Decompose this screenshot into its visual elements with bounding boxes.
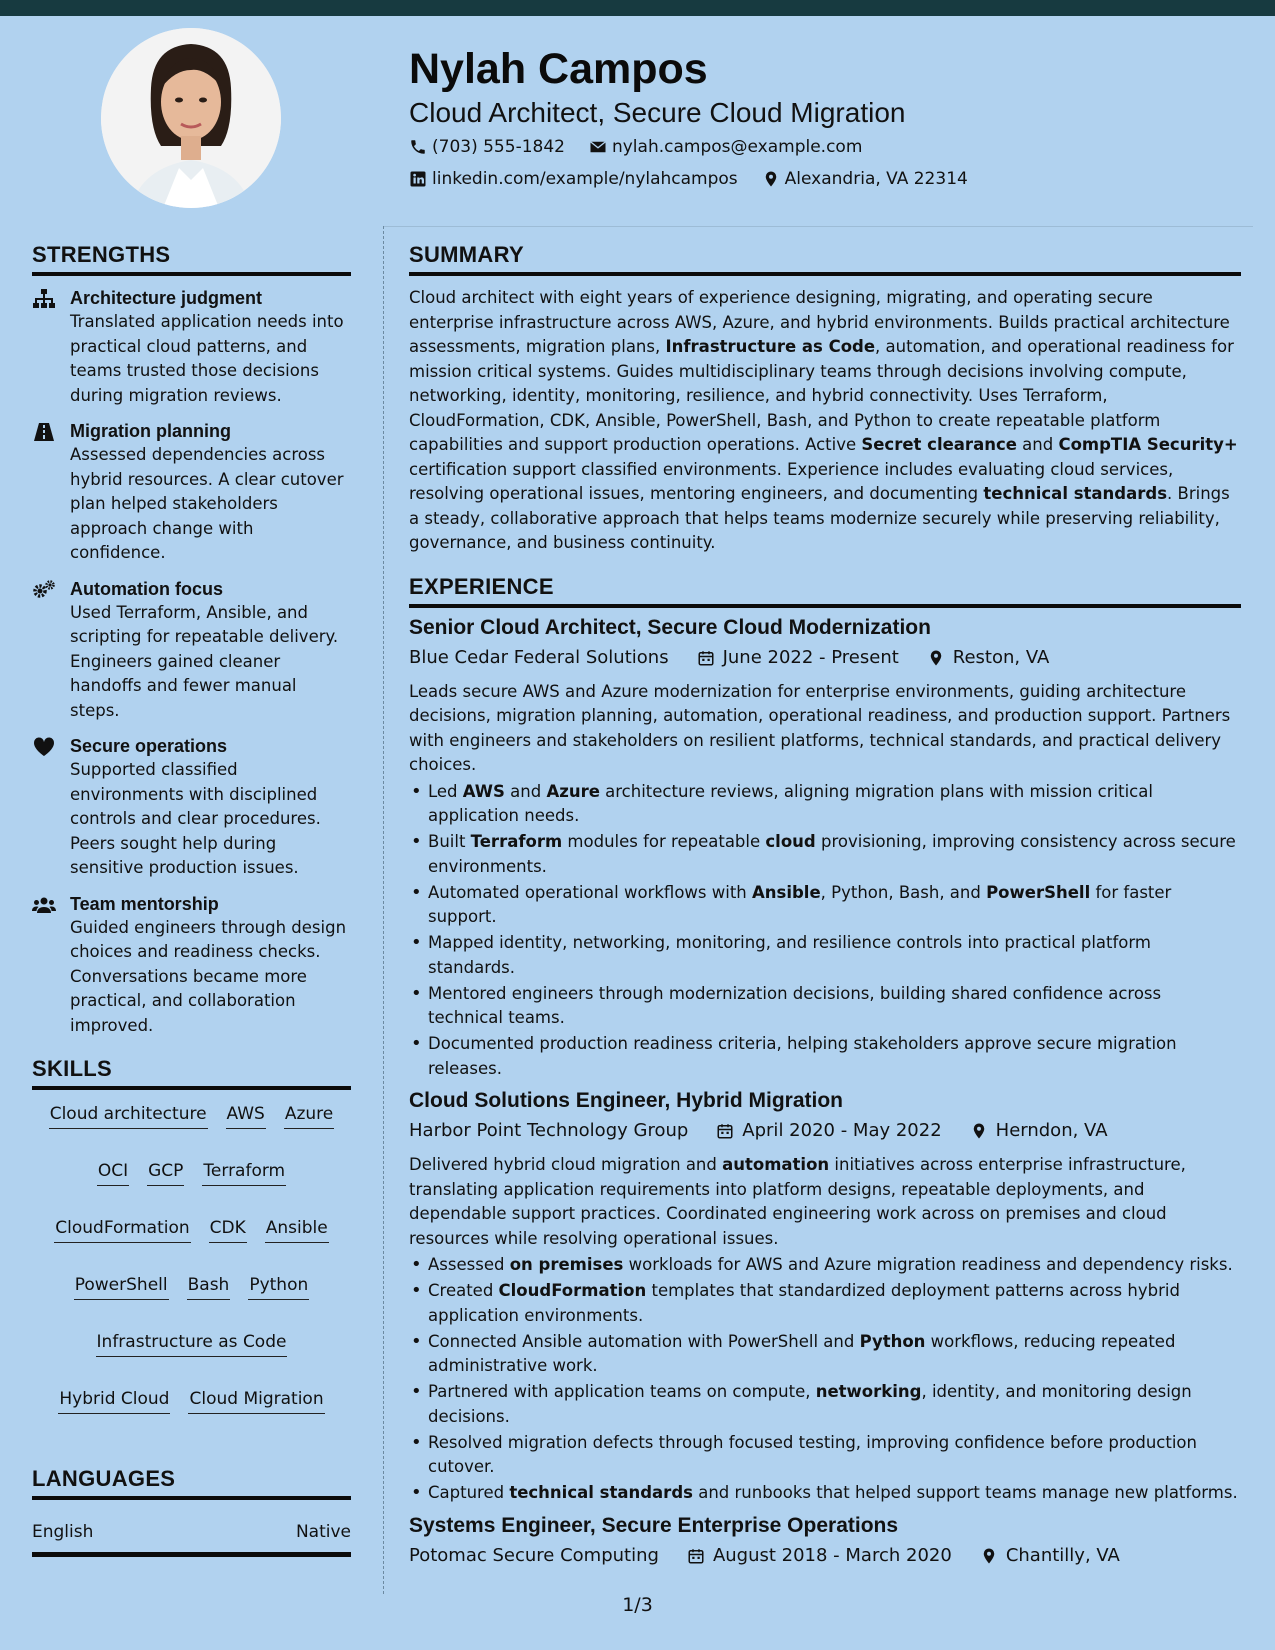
road-icon xyxy=(32,421,56,443)
text-run: modules for repeatable xyxy=(562,832,766,851)
skill-tag: Cloud architecture xyxy=(49,1100,208,1129)
text-run: Mentored engineers through modernization decisions, building shared confidence across technical teams. xyxy=(428,983,1162,1027)
linkedin-text[interactable]: linkedin.com/example/nylahcampos xyxy=(432,169,738,189)
skill-tag: Azure xyxy=(284,1100,334,1129)
text-run: Mapped identity, networking, monitoring, and resilience controls into practical platform standards. xyxy=(428,933,1151,977)
phone-icon xyxy=(409,138,427,156)
resume-header xyxy=(409,42,1249,195)
job-title: Systems Engineer, Secure Enterprise Operations xyxy=(409,1513,899,1537)
skill-tag: CDK xyxy=(209,1214,247,1243)
job-meta xyxy=(409,1115,1241,1147)
bold-text: cloud xyxy=(765,832,816,851)
text-run: Delivered hybrid cloud migration and xyxy=(409,1155,723,1174)
text-run: and xyxy=(504,781,547,801)
linkedin[interactable] xyxy=(409,163,738,195)
job-bullet xyxy=(409,1380,1241,1429)
bold-text: PowerShell xyxy=(986,882,1091,902)
strength-item xyxy=(32,892,351,1039)
company-name: Blue Cedar Federal Solutions xyxy=(409,646,669,668)
job-bullet xyxy=(409,881,1241,930)
calendar-icon xyxy=(687,1547,705,1565)
skill-tag: AWS xyxy=(226,1100,266,1129)
text-run: certification support classified environments. Experience includes evaluating cloud services, resolving operational issues, mentoring engineers, and documenting xyxy=(409,459,1174,503)
experience-list xyxy=(409,614,1241,1572)
skill-tag: Infrastructure as Code xyxy=(96,1328,288,1357)
job-bullet xyxy=(409,830,1241,879)
text-run: Captured xyxy=(428,1483,510,1502)
phone-text: (703) 555-1842 xyxy=(432,137,565,157)
users-icon xyxy=(32,894,56,916)
job-bullet xyxy=(409,780,1241,829)
map-pin-icon xyxy=(980,1547,998,1565)
languages-list xyxy=(32,1518,351,1557)
job-description xyxy=(409,680,1241,778)
gears-icon xyxy=(32,579,56,601)
email[interactable] xyxy=(589,131,862,163)
page-number: 1/3 xyxy=(622,1594,653,1616)
linkedin-icon xyxy=(409,170,427,188)
job-entry xyxy=(409,614,1241,1082)
skill-tag: Ansible xyxy=(265,1214,329,1243)
job-bullets xyxy=(409,1253,1241,1506)
candidate-title: Cloud Architect, Secure Cloud Migration xyxy=(409,97,906,128)
job-bullet xyxy=(409,1253,1241,1278)
contact-row-1 xyxy=(409,131,1249,163)
text-run: Partnered with application teams on compute, xyxy=(428,1382,816,1401)
skill-tag: Bash xyxy=(187,1271,231,1300)
job-location: Chantilly, VA xyxy=(1005,1544,1120,1566)
phone xyxy=(409,131,565,163)
company-name: Potomac Secure Computing xyxy=(409,1544,659,1566)
job-location: Herndon, VA xyxy=(995,1120,1108,1141)
job-bullets xyxy=(409,780,1241,1082)
summary-heading: SUMMARY xyxy=(409,240,1241,276)
strength-title: Team mentorship xyxy=(70,893,219,914)
text-run: for faster support. xyxy=(428,882,1172,926)
bold-text: on premises xyxy=(509,1255,624,1274)
job-dates: June 2022 - Present xyxy=(722,646,899,668)
job-title: Senior Cloud Architect, Secure Cloud Modernization xyxy=(409,615,931,639)
language-level: Native xyxy=(295,1522,351,1542)
text-run: workloads for AWS and Azure migration readiness and dependency risks. xyxy=(623,1255,1233,1274)
skill-tag: Hybrid Cloud xyxy=(58,1385,170,1414)
job-bullet xyxy=(409,982,1241,1031)
skills-heading: SKILLS xyxy=(32,1054,351,1090)
column-divider xyxy=(383,226,384,1594)
text-run: Built xyxy=(428,832,471,851)
job-description xyxy=(409,1153,1241,1251)
job-dates: August 2018 - March 2020 xyxy=(712,1544,952,1566)
contact-row-2 xyxy=(409,163,1249,195)
bold-text: automation xyxy=(722,1155,830,1174)
map-pin-icon xyxy=(927,649,945,667)
bold-text: Secret clearance xyxy=(861,435,1017,454)
job-bullet xyxy=(409,931,1241,980)
job-dates: April 2020 - May 2022 xyxy=(742,1120,942,1141)
left-column xyxy=(32,240,351,1557)
bold-text: Ansible xyxy=(752,882,821,902)
map-pin-icon xyxy=(762,170,780,188)
text-run: , automation, and operational readiness for mission critical systems. Guides multidisciplinary teams through decisions involving compute, networking, identity, monitoring, resilience, and hybrid connectivity. Uses Terraform, CloudFormation, CDK, Ansible, PowerShell, Bash, and Python to create repeatable platform capabilities and support production operations. Active xyxy=(409,337,1234,454)
text-run: Documented production readiness criteria, helping stakeholders approve secure migration releases. xyxy=(428,1034,1177,1078)
job-location: Reston, VA xyxy=(952,646,1050,668)
bold-text: Python xyxy=(859,1331,926,1351)
job-entry xyxy=(409,1512,1241,1572)
job-bullet xyxy=(409,1431,1241,1480)
text-run: provisioning, improving consistency across secure environments. xyxy=(428,832,1236,876)
sitemap-icon xyxy=(32,288,56,310)
strength-description: Assessed dependencies across hybrid resources. A clear cutover plan helped stakeholders approach change with confidence. xyxy=(70,445,344,562)
location xyxy=(762,163,968,195)
bold-text: CloudFormation xyxy=(498,1281,647,1300)
job-bullet xyxy=(409,1330,1241,1379)
text-run: and xyxy=(1016,435,1059,454)
bold-text: Terraform xyxy=(470,832,563,851)
skill-tag: PowerShell xyxy=(74,1271,169,1300)
text-run: Automated operational workflows with xyxy=(428,882,752,902)
strength-description: Guided engineers through design choices and readiness checks. Conversations became more practical, and collaboration improved. xyxy=(70,917,347,1035)
text-run: and runbooks that helped support teams manage new platforms. xyxy=(692,1483,1238,1502)
strength-description: Translated application needs into practical cloud patterns, and teams trusted those decisions during migration reviews. xyxy=(70,312,344,405)
calendar-icon xyxy=(697,649,715,667)
bold-text: CompTIA Security+ xyxy=(1058,435,1238,454)
job-meta xyxy=(409,642,1241,674)
calendar-icon xyxy=(716,1122,734,1140)
job-bullet xyxy=(409,1032,1241,1081)
company-name: Harbor Point Technology Group xyxy=(409,1120,689,1141)
text-run: Created xyxy=(428,1281,499,1300)
text-run: architecture reviews, aligning migration plans with mission critical application needs. xyxy=(428,781,1153,825)
bold-text: technical standards xyxy=(983,484,1168,503)
skill-tag: Terraform xyxy=(202,1157,286,1186)
strength-description: Used Terraform, Ansible, and scripting for repeatable delivery. Engineers gained cleaner handoffs and fewer manual steps. xyxy=(70,602,339,720)
strength-item xyxy=(32,286,351,408)
text-run: Assessed xyxy=(428,1255,510,1274)
skill-tag: OCI xyxy=(97,1157,129,1186)
strength-item xyxy=(32,419,351,566)
text-run: Led xyxy=(428,781,463,801)
bold-text: networking xyxy=(815,1382,922,1401)
skill-tag: Cloud Migration xyxy=(188,1385,324,1414)
email-text[interactable]: nylah.campos@example.com xyxy=(611,137,863,157)
skill-tag: GCP xyxy=(147,1157,184,1186)
heart-icon xyxy=(32,736,56,758)
job-bullet xyxy=(409,1279,1241,1328)
strength-description: Supported classified environments with disciplined controls and clear procedures. Peers sought help during sensitive production issues. xyxy=(70,760,321,877)
text-run: , identity, and monitoring design decisions. xyxy=(428,1382,1192,1426)
strength-title: Architecture judgment xyxy=(70,288,263,308)
text-run: . Brings a steady, collaborative approach that helps teams modernize securely while preserving reliability, governance, and business continuity. xyxy=(409,484,1230,552)
text-run: Resolved migration defects through focused testing, improving confidence before production cutover. xyxy=(428,1432,1197,1476)
top-bar xyxy=(0,0,1275,16)
skill-tag: Python xyxy=(248,1271,309,1300)
bold-text: Infrastructure as Code xyxy=(665,337,876,356)
text-run: workflows, reducing repeated administrative work. xyxy=(428,1331,1176,1375)
bold-text: technical standards xyxy=(509,1483,693,1502)
text-run: , Python, Bash, and xyxy=(820,882,987,902)
language-row xyxy=(32,1518,351,1557)
right-column xyxy=(409,240,1241,1578)
strengths-list xyxy=(32,286,351,1038)
candidate-name: Nylah Campos xyxy=(409,45,708,93)
text-run: Connected Ansible automation with PowerShell and xyxy=(428,1331,860,1351)
text-run: initiatives across enterprise infrastructure, translating application requirements into platform designs, repeatable deployments, and dependable support practices. Coordinated engineering work across on premises and cloud resources while resolving operational issues. xyxy=(409,1155,1186,1248)
map-pin-icon xyxy=(970,1122,988,1140)
summary-text xyxy=(409,286,1241,556)
job-entry xyxy=(409,1087,1241,1506)
bold-text: Azure xyxy=(546,781,600,801)
strengths-heading: STRENGTHS xyxy=(32,240,351,276)
strength-item xyxy=(32,577,351,724)
languages-heading: LANGUAGES xyxy=(32,1464,351,1500)
strength-title: Secure operations xyxy=(70,736,228,756)
job-meta xyxy=(409,1540,1241,1572)
text-run: templates that standardized deployment patterns across hybrid application environments. xyxy=(428,1281,1180,1325)
strength-item xyxy=(32,734,351,881)
skills-list xyxy=(32,1100,351,1414)
job-bullet xyxy=(409,1481,1241,1506)
job-title: Cloud Solutions Engineer, Hybrid Migration xyxy=(409,1089,844,1112)
text-run: Cloud architect with eight years of experience designing, migrating, and operating secure enterprise infrastructure across AWS, Azure, and hybrid environments. Builds practical architecture assessments, migration plans, xyxy=(409,288,1230,356)
skill-tag: CloudFormation xyxy=(54,1214,190,1243)
profile-photo xyxy=(101,28,281,208)
experience-heading: EXPERIENCE xyxy=(409,572,1241,608)
bold-text: AWS xyxy=(462,781,505,801)
header-divider xyxy=(383,226,1253,227)
text-run: Leads secure AWS and Azure modernization for enterprise environments, guiding architecture decisions, migration planning, automation, operational readiness, and production support. Partners with engineers and stakeholders on resilient platforms, technical standards, and practical delivery choices. xyxy=(409,681,1231,774)
location-text: Alexandria, VA 22314 xyxy=(784,169,968,189)
envelope-icon xyxy=(589,138,607,156)
strength-title: Automation focus xyxy=(70,578,223,599)
language-name: English xyxy=(32,1522,94,1542)
strength-title: Migration planning xyxy=(70,421,231,441)
